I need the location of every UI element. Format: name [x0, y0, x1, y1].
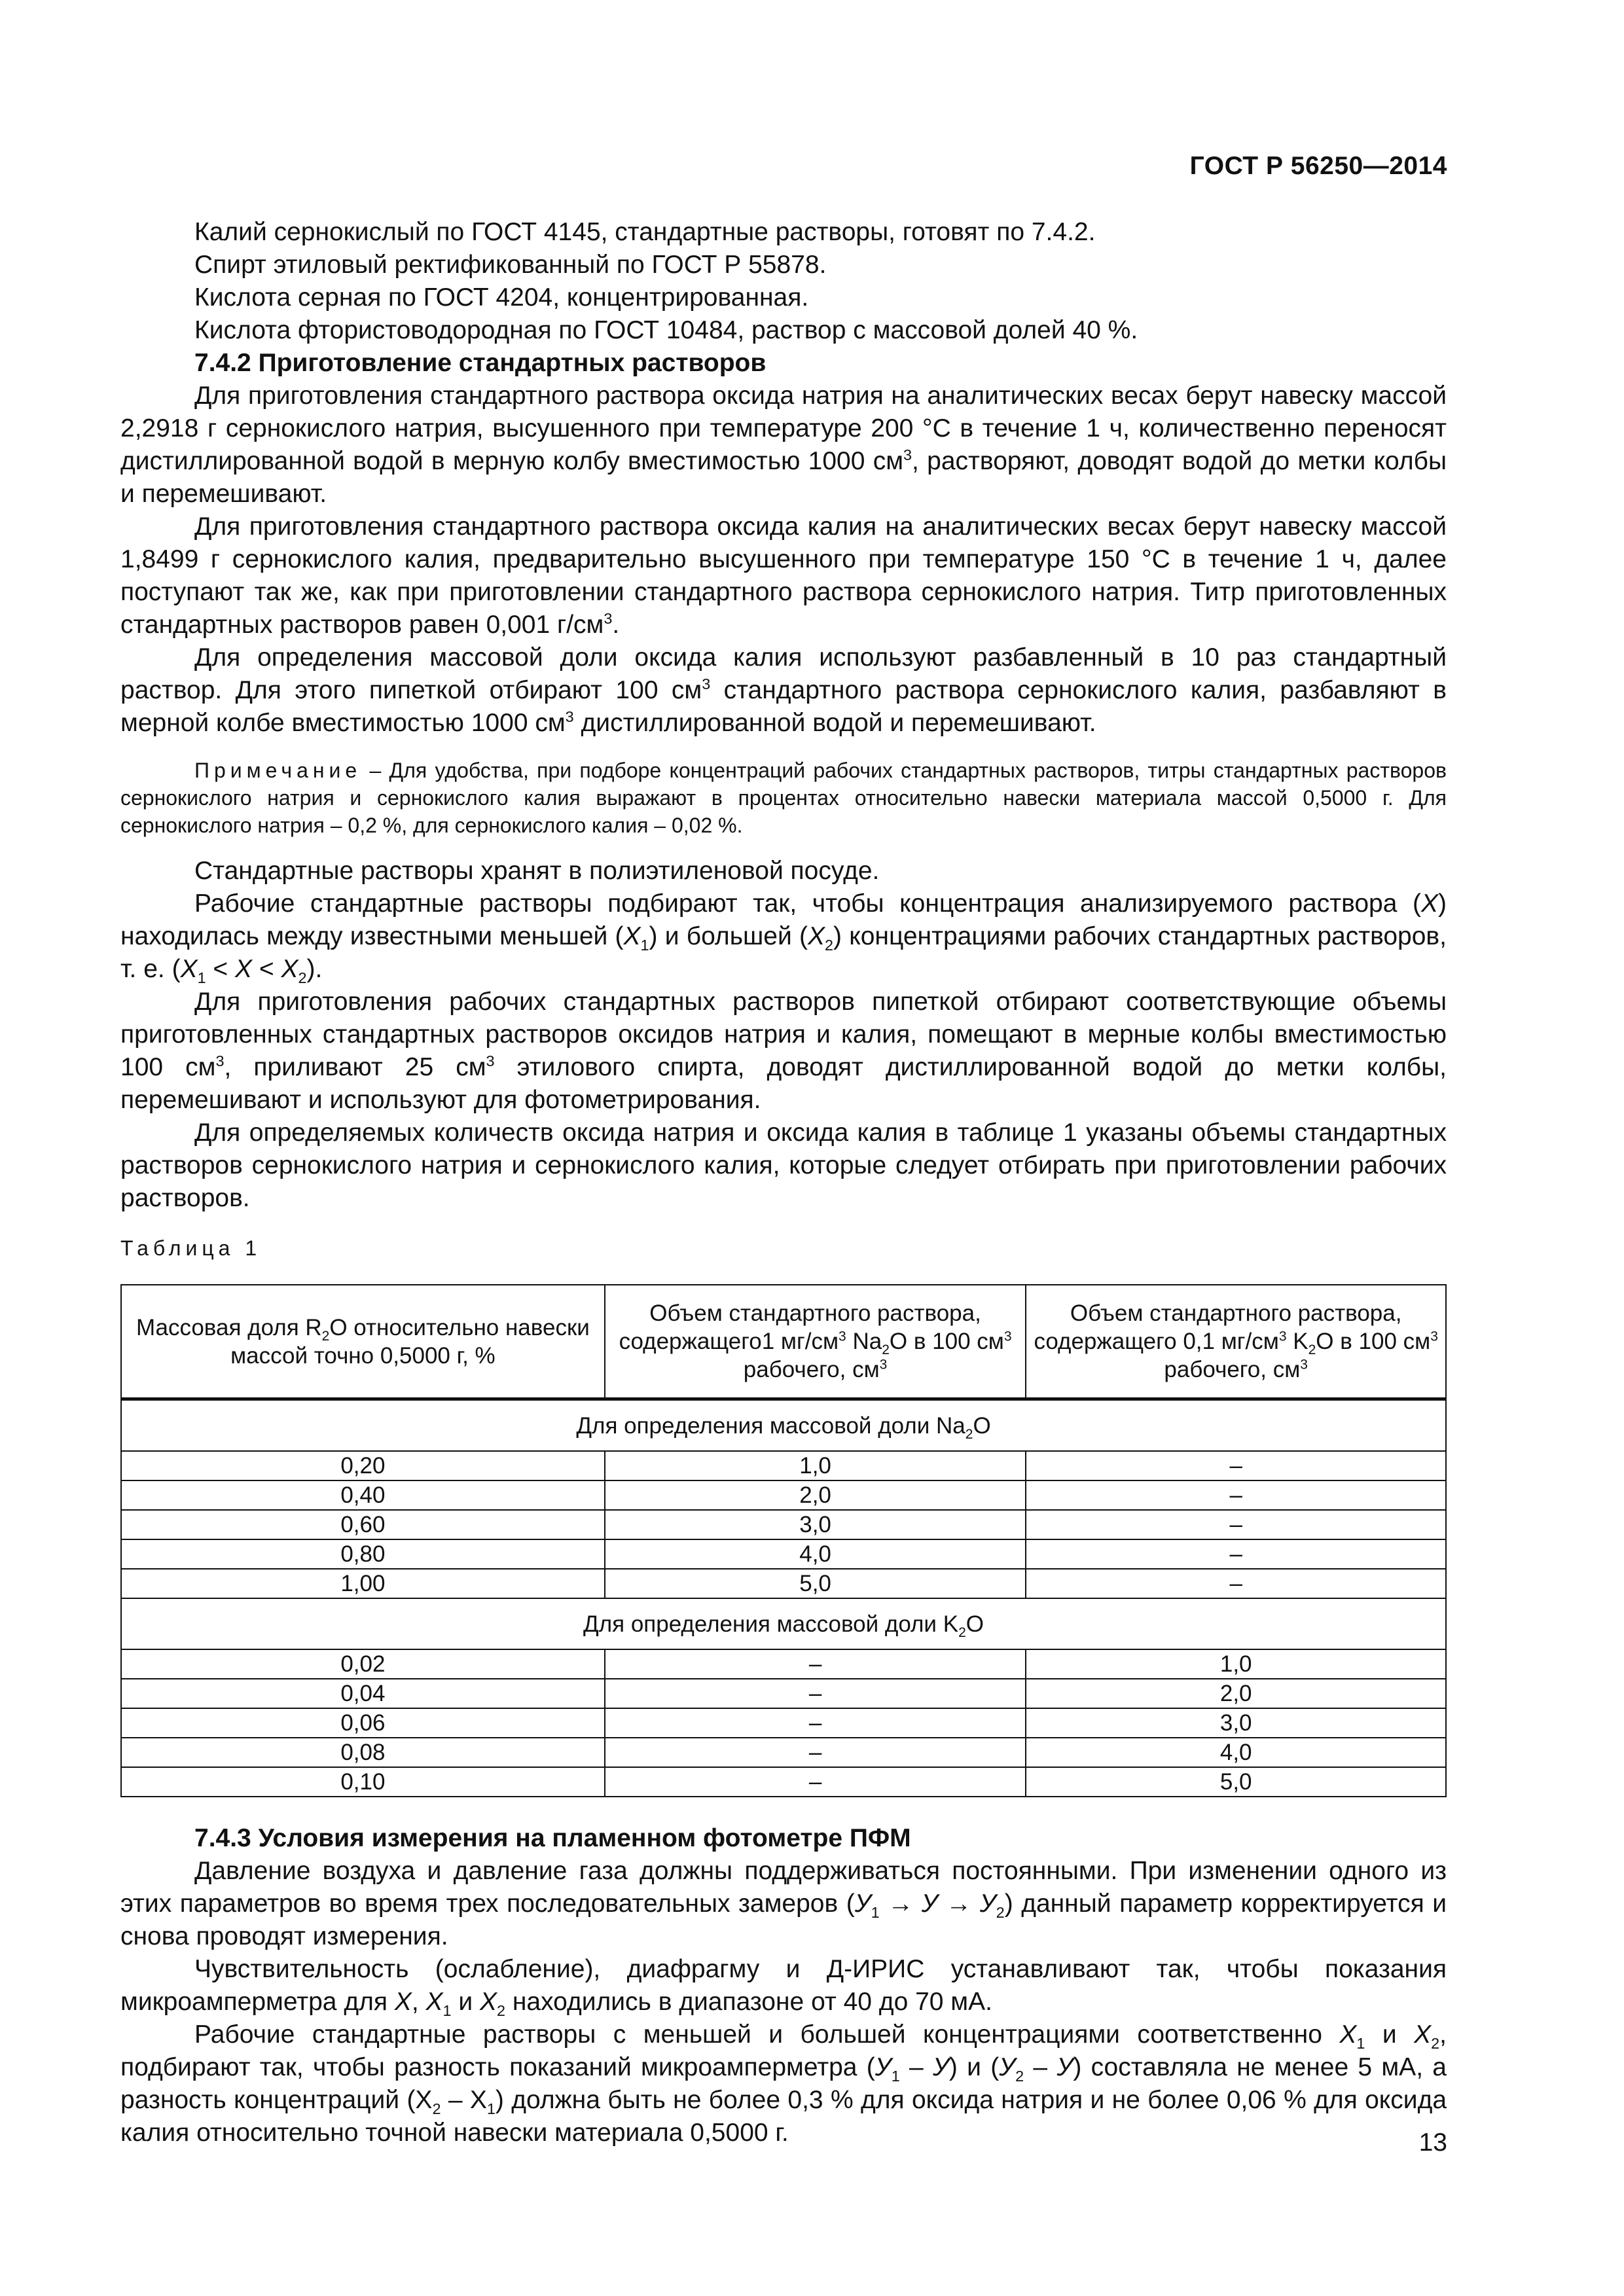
paragraph: Для приготовления стандартного раствора оксида калия на аналитических весах берут навеску массой 1,8499 г сернокислого калия, предварительно высушенного при температуре 150 °С в течение 1 ч, далее поступают так же, как при приготовлении стандартного раствора сернокислого натрия. Титр приготовленных стандартных растворов равен 0,001 $г/см^3$. — [120, 512, 1447, 639]
header-cell-na-volume: Объем стандартного раствора, содержащего1 $мг/см^3$ $Na_2O$ в 100 $см^3$ рабочего, $см^3$ — [605, 1285, 1026, 1399]
section-cell-k: Для определения массовой доли $K_2O$ — [121, 1598, 1446, 1649]
reagent-line: Калий сернокислый по ГОСТ 4145, стандартные растворы, готовят по 7.4.2. — [194, 218, 1096, 246]
table-section-row — [121, 1598, 1446, 1649]
paragraph: Рабочие стандартные растворы с меньшей и большей концентрациями соответственно $X_1$ и $X_2$, подбирают так, чтобы разность показаний микроамперметра $(У_1 - У)$ и $(У_2 - У)$ составляла не менее 5 мА, а разность концентраций $(Х_2 - Х_1)$ должна быть не более 0,3 % для оксида натрия и не более 0,06 % для оксида калия относительно точной навески материала 0,5000 г. — [120, 2020, 1447, 2147]
table-row: 0,08 – 4,0 — [121, 1738, 1446, 1767]
paragraph: Для приготовления стандартного раствора оксида натрия на аналитических весах берут навеску массой 2,2918 г сернокислого натрия, высушенного при температуре 200 °С в течение 1 ч, количественно переносят дистиллированной водой в мерную колбу вместимостью 1000 $см^3$, растворяют, доводят водой до метки колбы и перемешивают. — [120, 382, 1447, 508]
table-row: 0,20 1,0 – — [121, 1451, 1446, 1480]
section-heading-742: 7.4.2 Приготовление стандартных растворов — [194, 349, 767, 377]
table-row: 0,04 – 2,0 — [121, 1679, 1446, 1708]
table-header-row — [121, 1285, 1446, 1399]
table-caption: Таблица 1 — [120, 1236, 262, 1260]
paragraph: Для определения массовой доли оксида калия используют разбавленный в 10 раз стандартный раствор. Для этого пипеткой отбирают 100 $см^3$ стандартного раствора сернокислого калия, разбавляют в мерной колбе вместимостью 1000 $см^3$ дистиллированной водой и перемешивают. — [120, 643, 1447, 737]
table-row: 0,60 3,0 – — [121, 1510, 1446, 1539]
paragraph: Рабочие стандартные растворы подбирают так, чтобы концентрация анализируемого раствора (X) находилась между известными меньшей $(X_1)$ и большей $(X_2)$ концентрациями рабочих стандартных растворов, т. е. $(X_1 < X < X_2)$. — [120, 889, 1447, 986]
table-row: 0,80 4,0 – — [121, 1539, 1446, 1569]
header-cell-share: Массовая доля $R_2O$ относительно навески массой точно 0,5000 г, % — [121, 1285, 605, 1399]
standard-header: ГОСТ Р 56250—2014 — [1189, 152, 1447, 180]
data-table — [120, 1284, 1447, 1797]
reagent-line: Кислота фтористоводородная по ГОСТ 10484, раствор с массовой долей 40 %. — [194, 316, 1138, 344]
paragraph: Стандартные растворы хранят в полиэтиленовой посуде. — [194, 857, 880, 885]
reagent-line: Спирт этиловый ректификованный по ГОСТ Р 55878. — [194, 251, 827, 279]
paragraph: Давление воздуха и давление газа должны поддерживаться постоянными. При изменении одного из этих параметров во время трех последовательных замеров $(У_1 \to У \to У_2)$ данный параметр корректируется и снова проводят измерения. — [120, 1857, 1447, 1950]
paragraph: Для определяемых количеств оксида натрия и оксида калия в таблице 1 указаны объемы стандартных растворов сернокислого натрия и сернокислого калия, которые следует отбирать при приготовлении рабочих растворов. — [120, 1119, 1447, 1212]
reagent-line: Кислота серная по ГОСТ 4204, концентрированная. — [194, 283, 809, 312]
note-label: Примечание — [194, 759, 362, 782]
table-section-row — [121, 1399, 1446, 1452]
table-row: 0,10 – 5,0 — [121, 1767, 1446, 1797]
page-number: 13 — [1418, 2128, 1447, 2157]
section-heading-743: 7.4.3 Условия измерения на пламенном фотометре ПФМ — [194, 1824, 911, 1852]
page-content — [120, 216, 1447, 2149]
table-row: 0,02 – 1,0 — [121, 1649, 1446, 1679]
header-cell-k-volume: Объем стандартного раствора, содержащего 0,1 $мг/см^3$ $K_2O$ в 100 $см^3$ рабочего, $см^3$ — [1026, 1285, 1446, 1399]
table-row: 0,40 2,0 – — [121, 1480, 1446, 1510]
paragraph: Для приготовления рабочих стандартных растворов пипеткой отбирают соответствующие объемы приготовленных стандартных растворов оксидов натрия и калия, помещают в мерные колбы вместимостью 100 $см^3$, приливают 25 $см^3$ этилового спирта, доводят дистиллированной водой до метки колбы, перемешивают и используют для фотометрирования. — [120, 988, 1447, 1114]
paragraph: Чувствительность (ослабление), диафрагму и Д-ИРИС устанавливают так, чтобы показания микроамперметра для X, $X_1$ и $X_2$ находились в диапазоне от 40 до 70 мА. — [120, 1955, 1447, 2019]
note: Примечание – Для удобства, при подборе концентраций рабочих стандартных растворов, титры стандартных растворов сернокислого натрия и сернокислого калия выражают в процентах относительно навески материала массой 0,5000 г. Для сернокислого натрия – 0,2 %, для сернокислого калия – 0,02 %. — [120, 759, 1447, 837]
table-row: 0,06 – 3,0 — [121, 1708, 1446, 1738]
table-row: 1,00 5,0 – — [121, 1569, 1446, 1598]
section-cell-na: Для определения массовой доли $Na_2O$ — [121, 1399, 1446, 1452]
